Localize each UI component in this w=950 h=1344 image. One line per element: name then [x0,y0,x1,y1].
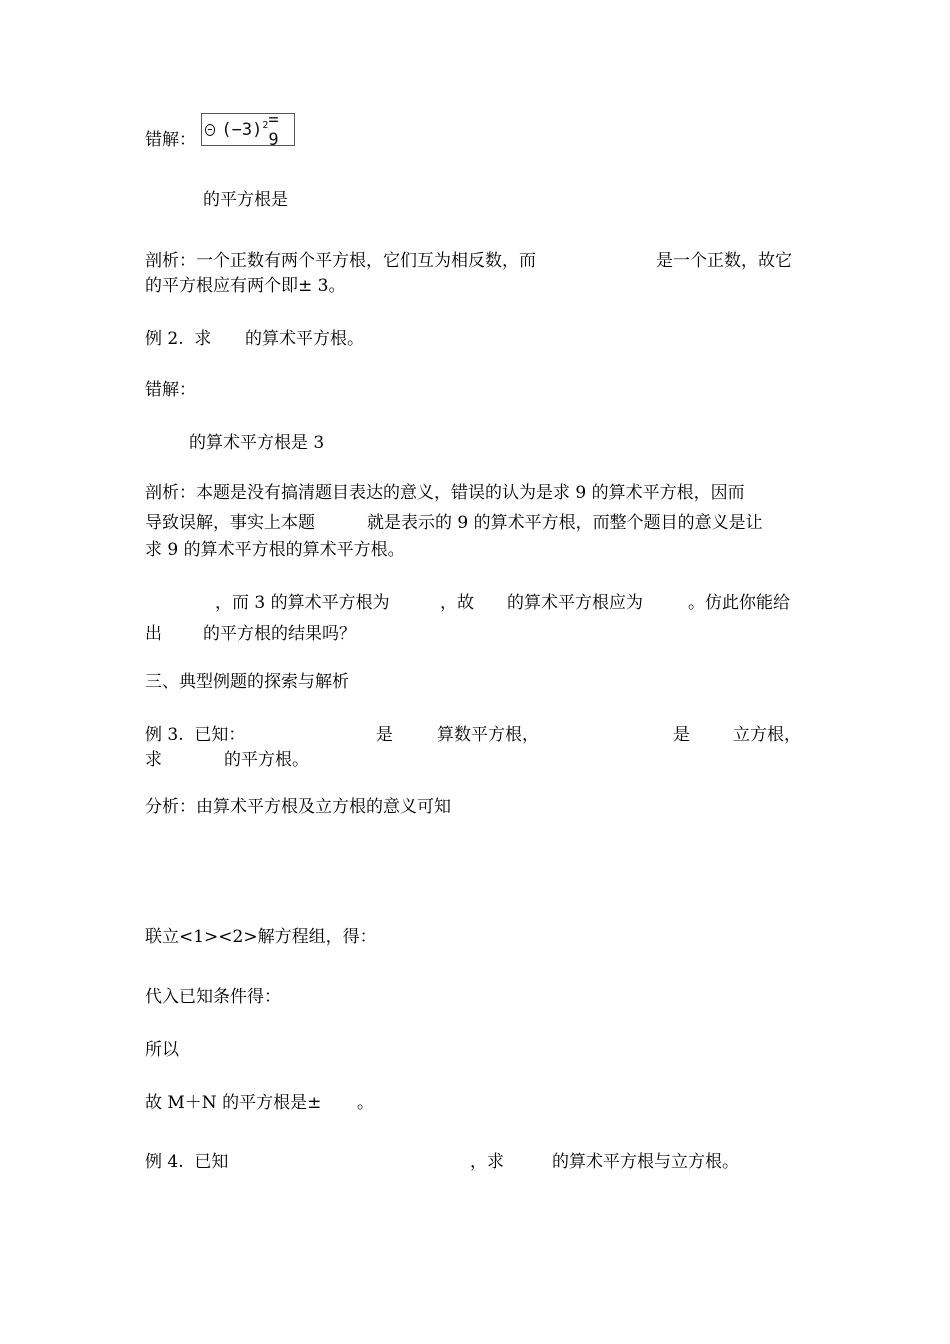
section-heading: 三、典型例题的探索与解析 [145,672,349,692]
text-line: ，求 [470,1152,504,1172]
text-line: 算数平方根， [437,725,539,745]
equation-rest: = 9 [268,109,279,150]
text-line: 错解： [145,380,196,400]
equation-image [201,109,295,150]
equation-base: (−3) [221,119,263,140]
text-line: ，而 3 的算术平方根为 [215,593,390,613]
text-line: 分析：由算术平方根及立方根的意义可知 [145,797,451,817]
text-line: 的算术平方根是 3 [189,433,325,453]
text-line: 剖析：一个正数有两个平方根，它们互为相反数，而 [145,251,536,271]
text-line: 。仿此你能给 [688,593,790,613]
text-line: 。 [357,1093,374,1113]
text-line: 是 [673,725,690,745]
text-line: 立方根， [733,725,801,745]
text-line: 例 2. 求 [145,329,212,349]
text-line: 就是表示的 9 的算术平方根，而整个题目的意义是让 [367,513,763,533]
text-line: 出 [145,624,162,644]
text-line: 故 M＋N 的平方根是± [145,1093,322,1113]
text-line: 的算术平方根应为 [507,593,643,613]
text-line: 的算术平方根与立方根。 [552,1152,739,1172]
text-line: 求 9 的算术平方根的算术平方根。 [145,540,405,560]
text-line: 剖析：本题是没有搞清题目表达的意义，错误的认为是求 9 的算术平方根，因而 [145,483,745,503]
text-line: 代入已知条件得： [145,987,281,1007]
text-line: 的平方根。 [224,750,309,770]
text-line: 是一个正数，故它 [656,251,792,271]
text-line: 错解： [145,130,196,150]
text-line: 联立<1><2>解方程组，得： [145,927,377,947]
text-line: 求 [145,750,162,770]
text-line: 的算术平方根。 [245,329,364,349]
text-line: 例 4. 已知 [145,1152,229,1172]
equation-exponent: 2 [262,120,269,131]
text-line: 是 [376,725,393,745]
text-line: 的平方根的结果吗？ [203,624,356,644]
text-line: 例 3. 已知： [145,725,246,745]
text-line: 的平方根是 [203,190,288,210]
text-line: ，故 [440,593,474,613]
text-line: 所以 [145,1040,179,1060]
text-line: 的平方根应有两个即± 3。 [145,276,346,296]
text-line: 导致误解，事实上本题 [145,513,315,533]
because-icon [205,124,215,136]
